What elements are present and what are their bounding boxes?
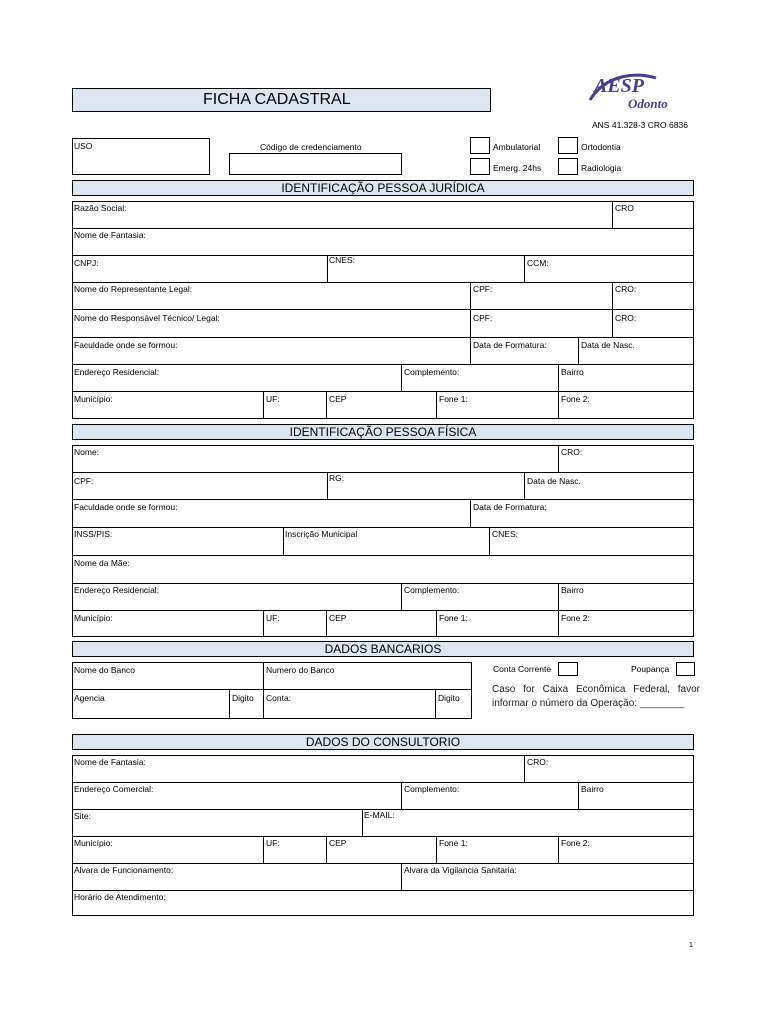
consultorio-header: DADOS DO CONSULTORIO — [72, 734, 694, 750]
pj-rep-legal-label: Nome do Representante Legal: — [74, 284, 193, 294]
codigo-input[interactable] — [229, 153, 402, 175]
cons-bairro-label: Bairro — [581, 784, 604, 794]
cons-fone2-label: Fone 2: — [561, 838, 590, 848]
poupanca-label: Poupança — [631, 664, 670, 674]
pj-cro2-label: CRO: — [615, 313, 637, 323]
pf-fone1-label: Fone 1: — [439, 613, 468, 623]
pj-data-nasc-label: Data de Nasc. — [581, 340, 635, 350]
pj-fone1-label: Fone 1: — [439, 394, 468, 404]
cons-cro-label: CRO: — [527, 757, 549, 767]
pf-complemento-label: Complemento: — [404, 585, 460, 595]
cons-uf-label: UF: — [266, 838, 280, 848]
banco-header: DADOS BANCARIOS — [72, 641, 694, 657]
pf-faculdade-label: Faculdade onde se formou: — [74, 502, 178, 512]
cons-municipio-label: Município: — [74, 838, 113, 848]
uso-label: USO — [74, 141, 93, 151]
pf-fone2-label: Fone 2: — [561, 613, 590, 623]
pf-table — [72, 445, 694, 637]
pf-cnes-label: CNES: — [492, 529, 518, 539]
banco-conta-label: Conta: — [266, 693, 292, 703]
banco-digito1-label: Digito — [232, 693, 254, 703]
uso-box[interactable] — [72, 138, 210, 175]
cons-endereco-label: Endereço Comercial: — [74, 784, 154, 794]
banco-nome-label: Nome do Banco — [74, 665, 135, 675]
pj-cnpj-label: CNPJ: — [74, 258, 99, 268]
pj-header: IDENTIFICAÇÃO PESSOA JURÍDICA — [72, 180, 694, 196]
pj-fantasia-label: Nome de Fantasia: — [74, 230, 146, 240]
caixa-note: Caso for Caixa Econômica Federal, favor informar o número da Operação: ________ — [492, 684, 700, 709]
pj-table — [72, 201, 694, 419]
cons-alvara-func-label: Alvara de Funcionamento: — [74, 865, 174, 875]
cons-complemento-label: Complemento: — [404, 784, 460, 794]
pj-ccm-label: CCM: — [527, 258, 549, 268]
ambulatorial-label: Ambulatorial — [493, 142, 541, 152]
cons-email-label: E-MAIL: — [364, 810, 395, 820]
poupanca-checkbox[interactable] — [676, 662, 695, 676]
cons-fantasia-label: Nome de Fantasia: — [74, 757, 146, 767]
pf-municipio-label: Município: — [74, 613, 113, 623]
ambulatorial-checkbox[interactable] — [470, 137, 490, 154]
banco-agencia-label: Agencia — [74, 693, 105, 703]
pj-data-formatura-label: Data de Formatura: — [473, 340, 547, 350]
pf-cpf-label: CPF: — [74, 476, 94, 486]
cons-horario-label: Horário de Atendimento: — [74, 892, 166, 902]
page-number: 1 — [689, 942, 693, 949]
pf-cro-label: CRO: — [561, 447, 583, 457]
radiologia-checkbox[interactable] — [558, 158, 578, 175]
pj-fone2-label: Fone 2: — [561, 394, 590, 404]
pf-mae-label: Nome da Mãe: — [74, 558, 130, 568]
pj-cpf1-label: CPF: — [473, 284, 493, 294]
emerg-checkbox[interactable] — [470, 158, 490, 175]
pj-resp-tecnico-label: Nome do Responsável Técnico/ Legal: — [74, 313, 220, 323]
pf-inscricao-label: Inscrição Municipal — [285, 529, 358, 539]
cons-alvara-vig-label: Alvara da Vigilancia Sanitaria: — [404, 865, 517, 875]
ans-registration: ANS 41.328-3 CRO 6836 — [592, 120, 688, 130]
pj-complemento-label: Complemento: — [404, 367, 460, 377]
pj-razao-label: Razão Social: — [74, 203, 127, 213]
pf-endereco-label: Endereço Residencial: — [74, 585, 160, 595]
pf-bairro-label: Bairro — [561, 585, 584, 595]
pf-header: IDENTIFICAÇÃO PESSOA FÍSICA — [72, 424, 694, 440]
pf-nome-label: Nome: — [74, 447, 100, 457]
ortodontia-checkbox[interactable] — [558, 137, 578, 154]
pj-cep-label: CEP — [329, 394, 347, 404]
banco-numero-label: Numero do Banco — [266, 665, 335, 675]
pj-bairro-label: Bairro — [561, 367, 584, 377]
pf-rg-label: RG: — [329, 473, 345, 483]
pj-cro-label: CRO — [615, 203, 634, 213]
logo-swoosh-icon — [586, 70, 696, 118]
aesp-logo — [586, 70, 696, 118]
pj-faculdade-label: Faculdade onde se formou: — [74, 340, 178, 350]
cons-cep-label: CEP — [329, 838, 347, 848]
pj-cro1-label: CRO: — [615, 284, 637, 294]
pj-municipio-label: Município: — [74, 394, 113, 404]
pj-cpf2-label: CPF: — [473, 313, 493, 323]
pf-data-formatura-label: Data de Formatura: — [473, 502, 547, 512]
conta-corrente-label: Conta Corrente — [493, 664, 552, 674]
pj-cnes-label: CNES: — [329, 255, 355, 265]
conta-corrente-checkbox[interactable] — [558, 662, 578, 676]
pf-uf-label: UF: — [266, 613, 280, 623]
logo-brand: AESP — [594, 75, 645, 97]
cons-fone1-label: Fone 1: — [439, 838, 468, 848]
pj-uf-label: UF: — [266, 394, 280, 404]
logo-sub: Odonto — [628, 96, 668, 111]
pf-data-nasc-label: Data de Nasc. — [527, 476, 581, 486]
emerg-label: Emerg. 24hs — [493, 163, 542, 173]
banco-digito2-label: Digito — [438, 693, 460, 703]
cons-site-label: Site: — [74, 811, 92, 821]
codigo-label: Código de credenciamento — [260, 142, 362, 152]
page-title: FICHA CADASTRAL — [72, 88, 491, 112]
ortodontia-label: Ortodontia — [581, 142, 621, 152]
pj-endereco-label: Endereço Residencial: — [74, 367, 160, 377]
pf-inss-label: INSS/PIS: — [74, 529, 113, 539]
pf-cep-label: CEP — [329, 613, 347, 623]
radiologia-label: Radiologia — [581, 163, 622, 173]
